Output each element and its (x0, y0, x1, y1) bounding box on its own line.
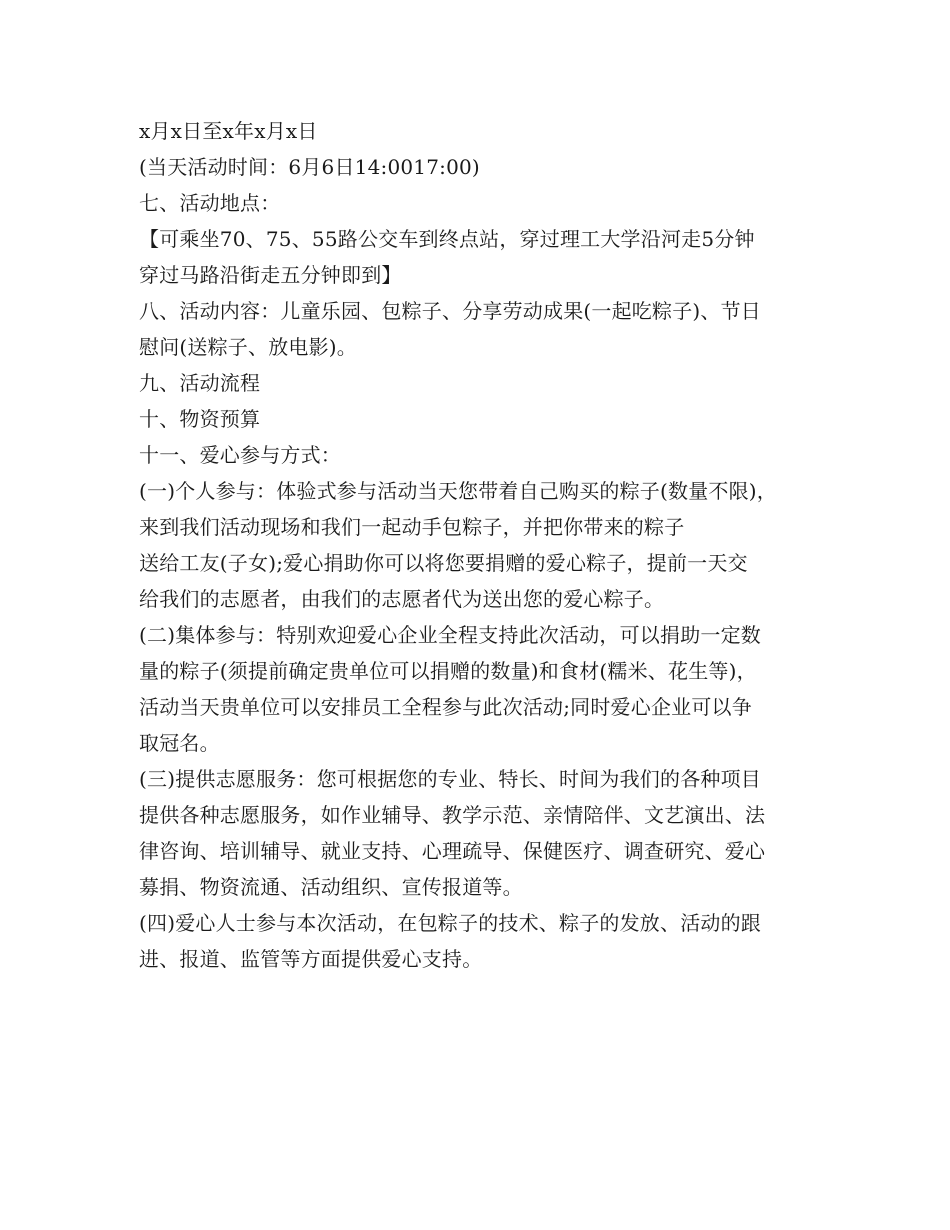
section-heading-content-1: 八、活动内容：儿童乐园、包粽子、分享劳动成果(一起吃粽子)、节日 (139, 299, 762, 323)
section-heading-process: 九、活动流程 (139, 371, 261, 395)
text-line-group-2: 量的粽子(须提前确定贵单位可以捐赠的数量)和食材(糯米、花生等)， (139, 659, 757, 683)
section-heading-budget: 十、物资预算 (139, 407, 261, 431)
text-line-group-1: (二)集体参与：特别欢迎爱心企业全程支持此次活动，可以捐助一定数 (139, 623, 762, 647)
text-line-individual-4: 给我们的志愿者，由我们的志愿者代为送出您的爱心粽子。 (139, 587, 665, 611)
text-line-caring-1: (四)爱心人士参与本次活动，在包粽子的技术、粽子的发放、活动的跟 (139, 911, 762, 935)
section-heading-participation: 十一、爱心参与方式： (139, 443, 341, 467)
text-line-volunteer-2: 提供各种志愿服务，如作业辅导、教学示范、亲情陪伴、文艺演出、法 (139, 803, 766, 827)
text-line-directions-1: 【可乘坐70、75、55路公交车到终点站，穿过理工大学沿河走5分钟 (139, 227, 755, 251)
text-line-content-2: 慰问(送粽子、放电影)。 (139, 335, 358, 359)
text-line-individual-3: 送给工友(子女);爱心捐助你可以将您要捐赠的爱心粽子，提前一天交 (139, 551, 748, 575)
text-line-date-range: x月x日至x年x月x日 (139, 119, 318, 143)
text-line-group-3: 活动当天贵单位可以安排员工全程参与此次活动;同时爱心企业可以争 (139, 695, 752, 719)
text-line-activity-time: (当天活动时间：6月6日14:0017:00) (139, 155, 480, 179)
section-heading-location: 七、活动地点： (139, 191, 281, 215)
text-line-volunteer-3: 律咨询、培训辅导、就业支持、心理疏导、保健医疗、调查研究、爱心 (139, 839, 766, 863)
document-body (139, 113, 829, 977)
text-line-volunteer-1: (三)提供志愿服务：您可根据您的专业、特长、时间为我们的各种项目 (139, 767, 762, 791)
text-line-individual-2: 来到我们活动现场和我们一起动手包粽子，并把你带来的粽子 (139, 515, 685, 539)
text-line-individual-1: (一)个人参与：体验式参与活动当天您带着自己购买的粽子(数量不限)， (139, 479, 778, 503)
text-line-directions-2: 穿过马路沿街走五分钟即到】 (139, 263, 402, 287)
text-line-caring-2: 进、报道、监管等方面提供爱心支持。 (139, 947, 483, 971)
text-line-group-4: 取冠名。 (139, 731, 220, 755)
text-line-volunteer-4: 募捐、物资流通、活动组织、宣传报道等。 (139, 875, 523, 899)
